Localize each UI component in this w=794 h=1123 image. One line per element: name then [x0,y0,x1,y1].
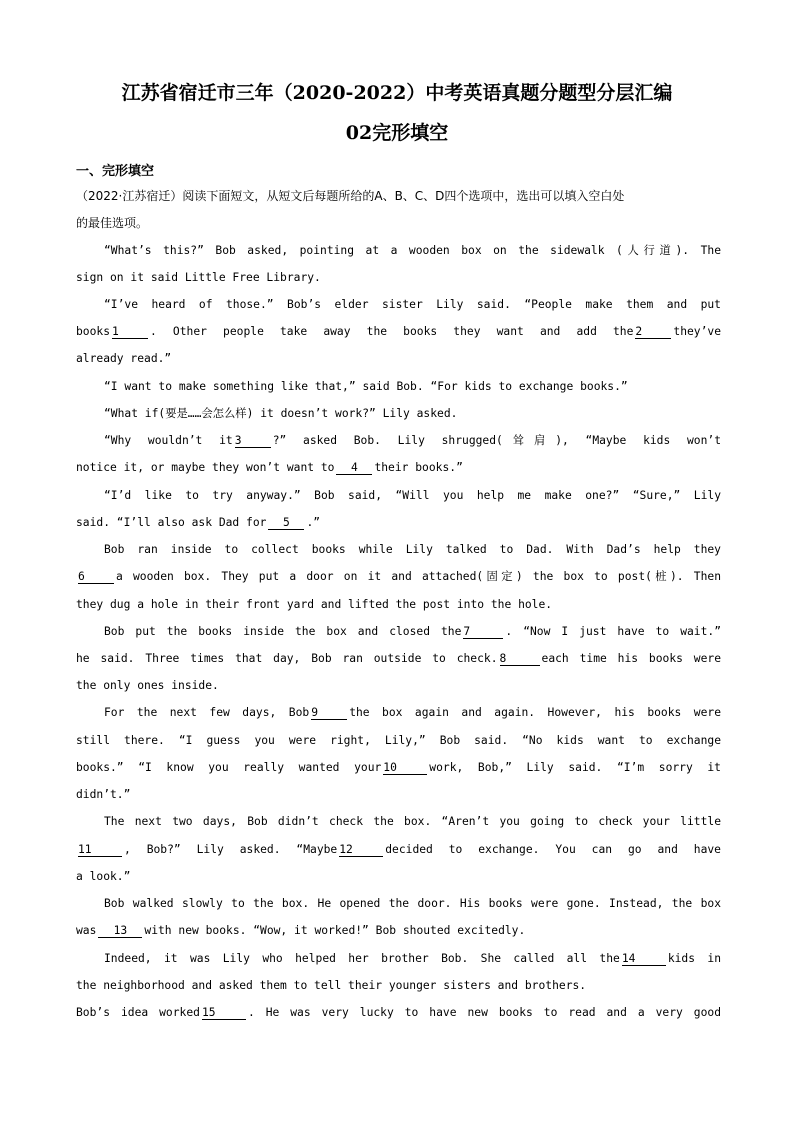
passage-text: For the next few days, Bob [104,706,310,719]
passage-line [104,705,721,721]
passage-text: Bob put the books inside the box and closed the [104,625,462,638]
passage-text: a look.” [76,870,131,883]
answer-blank-11: 11 [78,843,122,857]
passage-line [76,842,721,858]
passage-text: books [76,325,111,338]
passage-text: the only ones inside. [76,679,219,692]
passage-text: sign on it said Little Free Library. [76,271,321,284]
passage-text: a wooden box. They put a door on it and attached(固定) the box to post(桩). Then [116,570,721,583]
passage-text: was [76,924,97,937]
passage-text: “I’ve heard of those.” Bob’s elder sister Lily said. “People make them and put [104,298,721,311]
passage-text: they’ve [673,325,721,338]
answer-blank-15: 15 [202,1006,246,1020]
passage-line [76,733,721,749]
answer-blank-9: 9 [311,706,347,720]
passage-text: Indeed, it was Lily who helped her brother Bob. She called all the [104,952,620,965]
passage-text: they dug a hole in their front yard and lifted the post into the hole. [76,598,553,611]
answer-blank-1: 1 [112,325,148,339]
passage-text: the box again and again. However, his books were [349,706,721,719]
passage-line [104,896,721,912]
answer-blank-4: 4 [336,461,372,475]
instruction-line-1: （2022·江苏宿迁）阅读下面短文，从短文后每题所给的A、B、C、D四个选项中，选出可以填入空白处 [76,189,625,203]
instruction-line-2: 的最佳选项。 [76,216,149,230]
answer-blank-10: 10 [383,761,427,775]
passage-line [104,542,721,558]
answer-blank-7: 7 [463,625,503,639]
passage-text: “What’s this?” Bob asked, pointing at a wooden box on the sidewalk (人行道). The [104,244,721,257]
passage-text: work, Bob,” Lily said. “I’m sorry it [429,761,721,774]
answer-blank-14: 14 [622,952,666,966]
passage-line [76,978,721,994]
passage-text: each time his books were [541,652,722,665]
passage-text: kids in [667,952,721,965]
passage-text: “What if(要是……会怎么样) it doesn’t work?” Lily asked. [104,407,458,420]
passage-line [76,651,721,667]
passage-text: .” [306,516,321,529]
passage-text: “I’d like to try anyway.” Bob said, “Will you help me make one?” “Sure,” Lily [104,489,721,502]
passage-line [76,460,721,476]
passage-line [104,814,721,830]
passage-text: “Why wouldn’t it [104,434,233,447]
passage-line [104,951,721,967]
answer-blank-3: 3 [235,434,271,448]
passage-text: “I want to make something like that,” said Bob. “For kids to exchange books.” [104,380,628,393]
passage-text: already read.” [76,352,172,365]
passage-text: books.” “I know you really wanted your [76,761,382,774]
passage-line [76,678,721,694]
passage-text: said. “I’ll also ask Dad for [76,516,267,529]
passage-line [76,270,721,286]
passage-line [104,624,721,640]
passage-line [104,379,721,395]
passage-line [76,515,721,531]
passage-text: Bob ran inside to collect books while Lily talked to Dad. With Dad’s help they [104,543,721,556]
passage-line [76,351,721,367]
answer-blank-13: 13 [98,924,142,938]
passage-text: Bob’s idea worked [76,1006,200,1019]
passage-line [76,760,721,776]
answer-blank-12: 12 [339,843,383,857]
passage-line [76,869,721,885]
passage-line [76,923,721,939]
section-heading: 一、完形填空 [76,164,155,179]
answer-blank-6: 6 [78,570,114,584]
passage-text: . “Now I just have to wait.” [505,625,721,638]
passage-line [76,1005,721,1021]
passage-text: didn’t.” [76,788,131,801]
passage-line [104,297,721,313]
answer-blank-8: 8 [500,652,540,666]
passage-line [76,324,721,340]
passage-line [104,406,721,422]
passage-text: Bob walked slowly to the box. He opened the door. His books were gone. Instead, the box [104,897,721,910]
passage-line [104,243,721,259]
passage-text: decided to exchange. You can go and have [385,843,721,856]
document-subtitle: 02完形填空 [345,122,449,144]
passage-line [76,787,721,803]
passage-text: . He was very lucky to have new books to read and a very good [247,1006,721,1019]
answer-blank-2: 2 [635,325,671,339]
passage-text: their books.” [374,461,463,474]
passage-text: he said. Three times that day, Bob ran outside to check. [76,652,498,665]
document-title: 江苏省宿迁市三年（2020-2022）中考英语真题分题型分层汇编 [121,82,673,104]
passage-text: ?” asked Bob. Lily shrugged(耸肩), “Maybe kids won’t [272,434,722,447]
passage-text: notice it, or maybe they won’t want to [76,461,335,474]
passage-text: the neighborhood and asked them to tell their younger sisters and brothers. [76,979,587,992]
passage-line [104,433,721,449]
passage-text: , Bob?” Lily asked. “Maybe [124,843,338,856]
passage-text: with new books. “Wow, it worked!” Bob shouted excitedly. [144,924,526,937]
answer-blank-5: 5 [268,516,304,530]
passage-text: still there. “I guess you were right, Lily,” Bob said. “No kids want to exchange [76,734,721,747]
passage-line [76,569,721,585]
passage-text: . Other people take away the books they want and add the [150,325,634,338]
passage-line [104,488,721,504]
passage-text: The next two days, Bob didn’t check the box. “Aren’t you going to check your little [104,815,721,828]
passage-line [76,597,721,613]
